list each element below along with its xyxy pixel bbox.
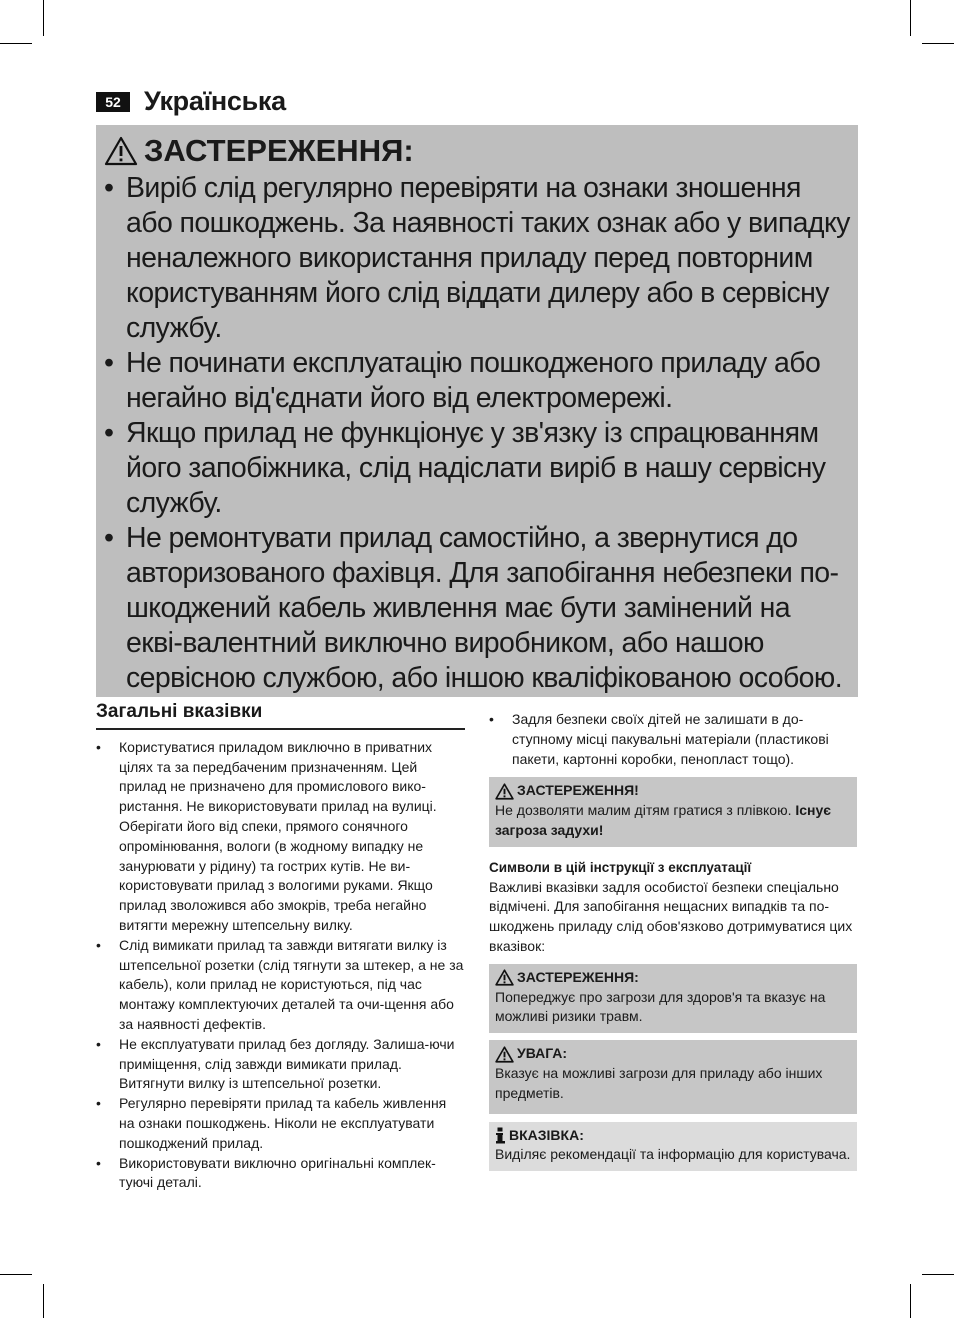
symbol-box-title-text: ВКАЗІВКА: [509, 1126, 584, 1143]
left-column [96, 702, 465, 1193]
general-heading: Загальні вказівки [96, 702, 465, 730]
list-item: • Не експлуатувати прилад без догляду. Залиша-ючи приміщення, слід завжди вимикати прилад. Витягнути вилку із штепсельної розетки. [96, 1035, 465, 1094]
child-warning-text [495, 801, 851, 841]
symbol-box-caution [489, 1040, 857, 1113]
list-item: • Слід вимикати прилад та завжди витягати вилку із штепсельної розетки (слід тягнути за штекер, а не за кабель), коли прилад не користуються, під час монтажу комплектуючих деталей та очи-щення або за наявності дефектів. [96, 936, 465, 1035]
symbols-heading: Символи в цій інструкції з експлуатації [489, 859, 752, 875]
symbol-box-note [489, 1122, 857, 1172]
list-item: • Користуватися приладом виключно в приватних цілях та за передбаченим призначенням. Цей прилад не призначено для промислового вико-ристання. Не використовувати прилад на вулиці. Оберігати його від спеки, прямого сонячного опромінювання, вологи (в жодному випадку не занурювати у рідину) та гострих кутів. Не ви-користовувати прилад з вологими руками. Якщо прилад зволожився або змокрів, треба негайно витягти мережну штепсельну вилку. [96, 738, 465, 936]
list-item: • Використовувати виключно оригінальні комплек-туючі деталі. [96, 1154, 465, 1194]
child-warning-body: Не дозволяти малим дітям гратися з плівкою. [495, 802, 792, 819]
symbol-box-text: Виділяє рекомендації та інформацію для користувача. [495, 1146, 851, 1163]
symbol-box-text: Попереджує про загрози для здоров'я та вказує на можливі ризики травм. [495, 988, 826, 1025]
page-number: 52 [96, 92, 130, 112]
main-warning-title [104, 131, 852, 171]
list-item: • Якщо прилад не функціонує у зв'язку із спрацюванням його запобіжника, слід надіслати виріб в нашу сервісну службу. [104, 416, 852, 521]
symbol-box-title [495, 968, 851, 988]
page-header [96, 86, 286, 117]
child-warning-emphasis: Існує загроза задухи! [495, 802, 832, 838]
symbols-intro: Важливі вказівки задля особистої безпеки спеціально відмічені. Для запобігання нещасних випадків та по-шкоджень приладу слід обов'язково дотримуватися цих вказівок: [489, 878, 853, 954]
warning-triangle-icon [495, 1046, 514, 1063]
crop-mark [43, 1284, 44, 1318]
main-warning-box [96, 125, 858, 697]
crop-mark [0, 43, 32, 44]
symbol-box-title-text: ЗАСТЕРЕЖЕННЯ: [517, 968, 639, 985]
symbol-box-text: Вказує на можливі загрози для приладу або інших предметів. [495, 1064, 823, 1101]
list-item: • Не починати експлуатацію пошкодженого приладу або негайно від'єднати його від електромережі. [104, 346, 852, 416]
list-item: • Не ремонтувати прилад самостійно, а звернутися до авторизованого фахівця. Для запобігання небезпеки по-шкоджений кабель живлення має бути замінений на екві-валентний виключно виробником, або нашою сервісною службою, або іншою кваліфікованою особою. [104, 521, 852, 696]
symbol-box-title [495, 1126, 851, 1146]
list-item: • Регулярно перевіряти прилад та кабель живлення на ознаки пошкоджень. Ніколи не експлуатувати пошкоджений прилад. [96, 1094, 465, 1153]
crop-mark [0, 1274, 32, 1275]
general-list [96, 738, 465, 1193]
symbol-box-title-text: УВАГА: [517, 1045, 568, 1062]
info-icon [495, 1127, 506, 1144]
child-warning-title-text: ЗАСТЕРЕЖЕННЯ! [517, 782, 639, 799]
list-item: • Задля безпеки своїх дітей не залишати в до-ступному місці пакувальні матеріали (пластикові пакети, картонні коробки, пенопласт тощо). [489, 710, 857, 769]
crop-mark [922, 43, 954, 44]
list-item: • Виріб слід регулярно перевіряти на ознаки зношення або пошкоджень. За наявності таких ознак або у випадку неналежного використання приладу перед повторним користуванням його слід віддати дилеру або в сервісну службу. [104, 171, 852, 346]
crop-mark [922, 1274, 954, 1275]
symbol-box-title [495, 1044, 851, 1064]
warning-triangle-icon [104, 136, 138, 166]
main-warning-list [104, 171, 852, 696]
page-language-title: Українська [144, 86, 286, 116]
child-warning-box [489, 777, 857, 846]
warning-triangle-icon [495, 783, 514, 800]
crop-mark [910, 0, 911, 36]
main-warning-title-text: ЗАСТЕРЕЖЕННЯ: [144, 133, 414, 168]
right-column [489, 710, 857, 1171]
child-warning-title [495, 781, 851, 801]
crop-mark [910, 1284, 911, 1318]
general-list-continued [489, 710, 857, 769]
crop-mark [43, 0, 44, 36]
symbol-box-warning [489, 964, 857, 1033]
warning-triangle-icon [495, 969, 514, 986]
